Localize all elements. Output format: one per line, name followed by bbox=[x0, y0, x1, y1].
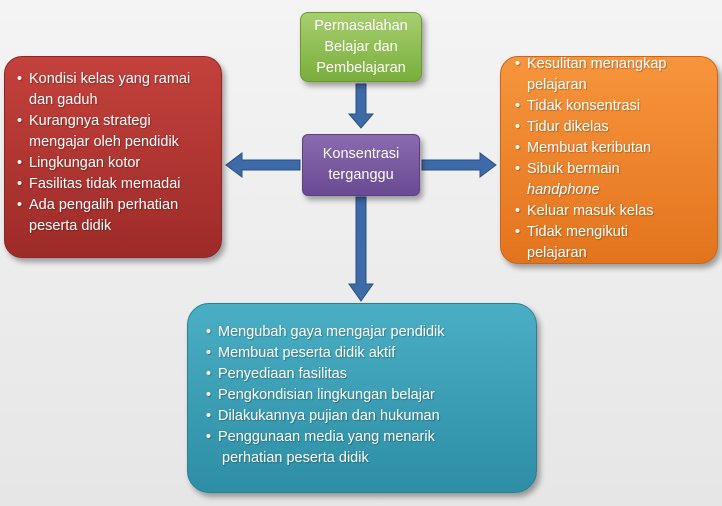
list-item: • Fasilitas tidak memadai bbox=[17, 174, 211, 195]
list-item: • Tidur dikelas bbox=[515, 117, 709, 138]
list-item: • Ada pengalih perhatian peserta didik bbox=[17, 195, 211, 237]
list-item: • Mengubah gaya mengajar pendidik bbox=[206, 322, 526, 343]
list-item: • Kondisi kelas yang ramai dan gaduh bbox=[17, 69, 211, 111]
center-box-konsentrasi bbox=[302, 134, 420, 196]
list-item: • Keluar masuk kelas bbox=[515, 201, 709, 222]
list-item: • Pengkondisian lingkungan belajar bbox=[206, 385, 526, 406]
list-item: • Penggunaan media yang menarik perhatian peserta didik bbox=[206, 427, 526, 469]
top-box-line: Belajar dan bbox=[324, 38, 398, 55]
list-item: • Sibuk bermain handphone bbox=[515, 159, 709, 201]
bottom-box-solutions bbox=[187, 303, 537, 493]
arrow-left bbox=[226, 153, 300, 177]
top-box-line: Permasalahan bbox=[314, 17, 408, 34]
list-item: • Penyediaan fasilitas bbox=[206, 364, 526, 385]
list-item: • Tidak konsentrasi bbox=[515, 96, 709, 117]
symptoms-list bbox=[515, 54, 709, 264]
arrow-right bbox=[422, 153, 496, 177]
right-box-symptoms bbox=[500, 56, 718, 264]
list-item: • Membuat keributan bbox=[515, 138, 709, 159]
list-item: • Lingkungan kotor bbox=[17, 153, 211, 174]
list-item: • Membuat peserta didik aktif bbox=[206, 343, 526, 364]
causes-list bbox=[17, 69, 211, 237]
list-item: • Dilakukannya pujian dan hukuman bbox=[206, 406, 526, 427]
list-item: • Kurangnya strategi mengajar oleh pendidik bbox=[17, 111, 211, 153]
center-box-line: Konsentrasi bbox=[322, 146, 400, 162]
left-box-causes bbox=[4, 56, 222, 258]
arrow-down-bottom bbox=[349, 197, 373, 301]
top-box-permasalahan bbox=[300, 12, 422, 82]
top-box-line: Pembelajaran bbox=[316, 59, 406, 76]
list-item: • Kesulitan menangkap pelajaran bbox=[515, 54, 709, 96]
center-box-line: terganggu bbox=[328, 167, 394, 183]
list-item: • Tidak mengikuti pelajaran bbox=[515, 222, 709, 264]
solutions-list bbox=[206, 322, 526, 469]
arrow-down-top bbox=[349, 84, 373, 128]
